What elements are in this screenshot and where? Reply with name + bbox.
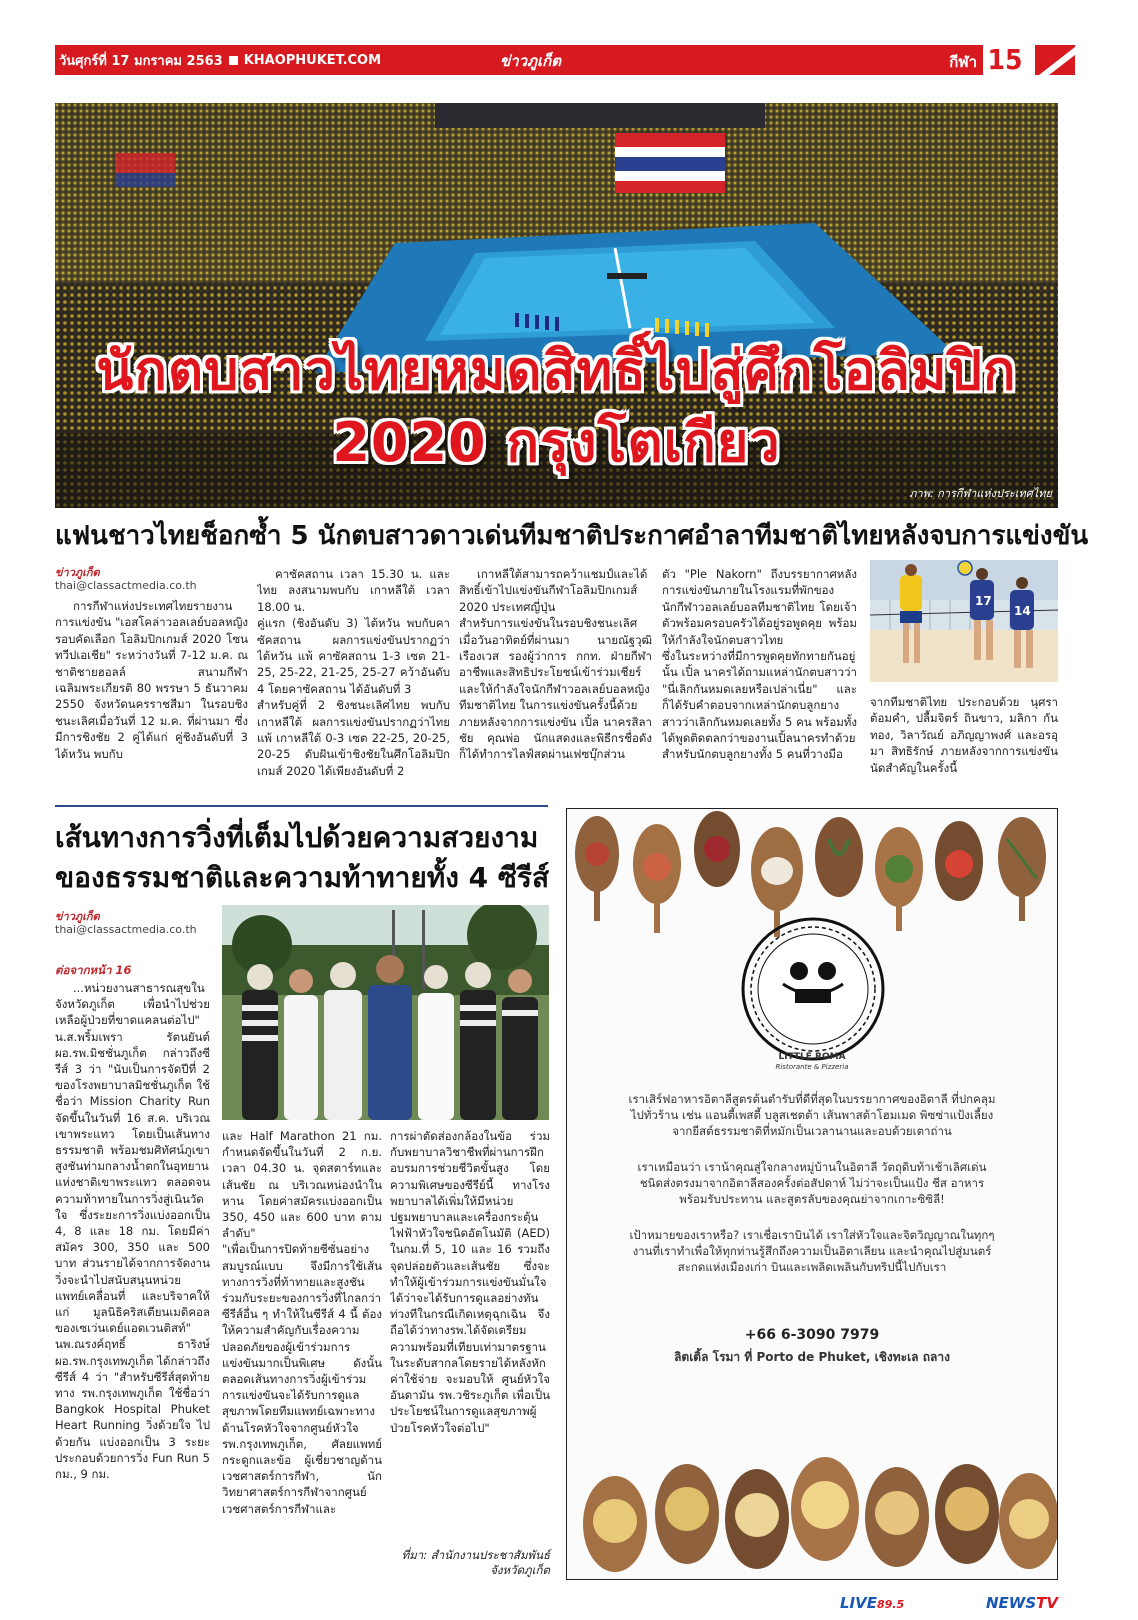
ad-paragraph-1: เราเสิร์ฟอาหารอิตาลีสูตรต้นตำรับที่ดีที่สุดในบรรยากาศของอิตาลี ที่ปกคลุมไปทั่วร้าน เช่น แอนตี้เพสตี้ บลูสเชตต้า เส้นพาสต้าโฮมเมด พิซซ่าแป้งเลี้ยงจากยีสต์ธรรมชาติที่หมักเป็นเวลานานและอบด้วยเตาถ่าน xyxy=(628,1092,996,1138)
news-label: NEWS xyxy=(986,1594,1037,1612)
story1-col4-text: ตัว "Ple Nakorn" ถึงบรรยากาศหลังการแข่งขันภายในโรงแรมที่พักของนักกีฬาวอลเลย์บอลทีมชาติไทย โดยเจ้าตัวพร้อมครอบครัวได้อยู่รอพูดคุย พร้อมให้กำลังใจนักตบสาวไทย ซึ่งในระหว่างที่มีการพูดคุยทักทายกันอยู่นั้น เปิ้ล นาครได้ถามแหล่านักตบสาวว่า "นี่เลิกกันหมดเลยหรือเปล่าเนี่ย" และก็ได้รับคำตอบจากเหล่านักตบลูกยางสาวว่าเลิกกันหมดเลยทั้ง 5 คน พร้อมทั้งได้พูดติดตลกว่าของานเปิ้ลนาครทำด้วย สำหรับนักตบลูกยางทั้ง 5 คนที่วางมือ xyxy=(662,567,857,762)
story1-col3-text: เกาหลีใต้สามารถคว้าแชมป์และได้สิทธิ์เข้าไปแข่งขันกีฬาโอลิมปิกเกมส์ 2020 ประเทศญี่ปุ่น สำหรับการแข่งขันในรอบชิงชนะเลิศเมื่อวันอาทิตย์ที่ผ่านมา นายณัฐวุฒิ เรืองเวส รองผู้ว่าการ กกท. ฝ่ายกีฬาอาชีพและสิทธิประโยชน์เข้าร่วมเชียร์และให้กำลังใจนักกีฬาวอลเลย์บอลหญิงทีมชาติไทย ในการแข่งขันครั้งนี้ด้วย ภายหลังจากการแข่งขัน เปิ้ล นาครสิลาชัย คุณพ่อ นักแสดงและพิธีกรชื่อดัง ก็ได้ทำการไลฟ์สดผ่านเฟซบุ๊กส่วน xyxy=(459,567,652,762)
story2-column-2 xyxy=(222,1128,382,1583)
corner-arrow-icon xyxy=(1035,45,1075,75)
story2-headline[interactable] xyxy=(55,818,555,898)
byline-name: ข่าวภูเก็ต xyxy=(55,910,100,923)
hero-headline xyxy=(55,335,1058,479)
story1-column-5 xyxy=(870,694,1058,790)
runners-group-photo xyxy=(222,905,549,1120)
source-line2: จังหวัดภูเก็ต xyxy=(490,1563,550,1577)
news-tv-logo[interactable] xyxy=(986,1594,1058,1612)
svg-text:17: 17 xyxy=(975,594,992,608)
photo-credit: ภาพ: การกีฬาแห่งประเทศไทย xyxy=(909,487,1052,500)
ad-address: ลิตเติ้ล โรมา ที่ Porto de Phuket, เชิงทะเล ถลาง xyxy=(674,1350,950,1364)
little-roma-logo xyxy=(743,919,883,1059)
story2-column-1 xyxy=(55,980,210,1582)
source-line1: ที่มา: สำนักงานประชาสัมพันธ์ xyxy=(401,1548,550,1562)
story2-source xyxy=(380,1548,550,1578)
hero-photo-arena xyxy=(55,103,1058,508)
ad-paragraph-3: เป้าหมายของเราหรือ? เราเชื่อเราบินได้ เราใส่หัวใจและจิตวิญญาณในทุกๆงานที่เราทำเพื่อให้ทุกท่านรู้สึกถึงความเป็นอิตาเลียน และนำคุณไปสู่มนตร์สะกดแห่งเมืองเก่า บินและเพลิดเพลินกับทริปนี้ไปกับเรา xyxy=(629,1228,995,1274)
ad-paragraph-2: เราเหมือนว่า เราน้าคุณสู่ใจกลางหมู่บ้านในอิตาลี วัตถุดิบท้าเช้าเลิศเด่นชนิดส่งตรงมาจากอิตาลีสองครั้งต่อสัปดาห์ ไม่ว่าจะเป็นแป้ง ชีส อาหารพร้อมรับประทาน และสูตรลับของคุณย่าจากเกาะซิซิลี! xyxy=(637,1160,987,1206)
story2-col3-text: การผ่าตัดส่องกล้องในข้อ ร่วมกับพยาบาลวิชาชีพที่ผ่านการฝึกอบรมการช่วยชีวิตขั้นสูง โดยความพิเศษของซีรีย์นี้ ทางโรงพยาบาลได้เพิ่มให้มีหน่วยปฐมพยาบาลและเครื่องกระตุ้นไฟฟ้าหัวใจชนิดอัตโนมัติ (AED) ในกม.ที่ 5, 10 และ 16 รวมถึงจุดปล่อยตัวและเส้นชัย ซึ่งจะทำให้ผู้เข้าร่วมการแข่งขันมั่นใจได้ว่าจะได้รับการดูแลอย่างทันท่วงทีในกรณีเกิดเหตุฉุกเฉิน จึงถือได้ว่าทางรพ.ได้จัดเตรียมความพร้อมที่เทียบเท่ามาตรฐานในระดับสากลโดยรายได้หลังหักค่าใช้จ่าย จะมอบให้ ศูนย์หัวใจอันดามัน รพ.วชิระภูเก็ต เพื่อเป็นประโยชน์ในการดูแลสุขภาพผู้ป่วยโรคหัวใจต่อไป" xyxy=(390,1129,550,1435)
separator-square-icon xyxy=(229,56,238,65)
section-name: กีฬา xyxy=(949,53,977,71)
story2-byline xyxy=(55,910,197,936)
live-frequency: 89.5 xyxy=(877,1598,905,1611)
byline-email[interactable]: thai@classactmedia.co.th xyxy=(55,579,197,592)
continued-from: ต่อจากหน้า 16 xyxy=(55,963,132,977)
story1-col5-text: จากทีมชาติไทย ประกอบด้วย นุศรา ต้อมคำ, ปลื้มจิตร์ ถินขาว, มลิกา กันทอง, วิลาวัณย์ อภิญญาพงศ์ และอรอุมา สิทธิรักษ์ ภายหลังจากการแข่งขันนัดสำคัญในครั้งนี้ xyxy=(870,695,1058,775)
story1-col1-text: การกีฬาแห่งประเทศไทยรายงานการแข่งขัน "เอสโคล่าวอลเลย์บอลหญิงรอบคัดเลือก โอลิมปิกเกมส์ 2020 โซนทวีปเอเชีย" ระหว่างวันที่ 7-12 ม.ค. ณ ชาติชายฮอลล์ สนามกีฬาเฉลิมพระเกียรติ 80 พรรษา 5 ธันวาคม 2550 จังหวัดนครราชสีมา ในรอบชิงชนะเลิศเมื่อวันที่ 12 ม.ค. ที่ผ่านมา ซึ่งมีการชิงชัย 2 คู่ได้แก่ คู่ชิงอันดับที่ 3 ได้หวัน พบกับ xyxy=(55,599,248,761)
ad-brand-sub: Ristorante & Pizzeria xyxy=(775,1063,849,1071)
story1-col2-text: คาซัคสถาน เวลา 15.30 น. และไทย ลงสนามพบกับ เกาหลีใต้ เวลา 18.00 น. คู่แรก (ชิงอันดับ 3) ไต้หวัน พบกับคาซัคสถาน ผลการแข่งขันปรากฏว่าไต้หวัน แพ้ คาซัคสถาน 1-3 เซต 21-25, 25-22, 21-25, 25-27 คว้าอันดับ 4 โดยคาซัคสถาน ได้อันดับที่ 3 สำหรับคู่ที่ 2 ชิงชนะเลิศไทย พบกับ เกาหลีใต้ ผลการแข่งขันปรากฏว่าไทย แพ้ เกาหลีใต้ 0-3 เซต 22-25, 20-25, 20-25 ดับฝันเข้าชิงชัยในศึกโอลิมปิกเกมส์ 2020 ได้เพียงอันดับที่ 2 xyxy=(257,567,450,778)
footer-logos xyxy=(840,1592,1058,1614)
volleyball-action-photo xyxy=(870,560,1058,682)
story2-col1-text: ...หน่วยงานสาธารณสุขในจังหวัดภูเก็ต เพื่อนำไปช่วยเหลือผู้ป่วยที่ขาดแคลนต่อไป" น.ส.พริ้มเพรา รัตนยันต์ ผอ.รพ.มิชชั่นภูเก็ต กล่าวถึงซีรีส์ 3 ว่า "นับเป็นการจัดปีที่ 2 ของโรงพยาบาลมิชชั่นภูเก็ต ใช้ชื่อว่า Mission Charity Run จัดขึ้นในวันที่ 16 ส.ค. บริเวณเขาพระแทว โดยเป็นเส้นทางธรรมชาติ พร้อมชมศิทัศน์ภูเขาสูงชันท่ามกลางน้ำตกในอุทยานแห่งชาติเขาพระแทว ตลอดจนความท้าทายในการวิ่งสู่เนินวัดใจ ซึ่งระยะการวิ่งแบ่งออกเป็น 4, 8 และ 18 กม. โดยมีค่าสมัคร 300, 350 และ 500 บาท ส่วนรายได้จากการจัดงานวิ่งจะนำไปสนับสนุนหน่วยแพทย์เคลื่อนที่ และบริจาคให้แก่ มูลนิธิคริสเตียนเมดิคอล ของเซเว่นเดย์แอดเวนติสท์" นพ.ณรงค์ฤทธิ์ ธาริงษ์ ผอ.รพ.กรุงเทพภูเก็ต ได้กล่าวถึงซีรีส์ 4 ว่า "สำหรับซีรีส์สุดท้ายทาง รพ.กรุงเทพภูเก็ต ใช้ชื่อว่า Bangkok Hospital Phuket Heart Running วิ่งด้วยใจ ไปด้วยกัน แบ่งออกเป็น 3 ระยะ ประกอบด้วยการวิ่ง Fun Run 5 กม., 9 กม. xyxy=(55,981,210,1482)
hero-headline-line2: 2020 กรุงโตเกียว xyxy=(332,411,781,474)
story2-headline-line1: เส้นทางการวิ่งที่เต็มไปด้วยความสวยงาม xyxy=(55,821,539,854)
story2-headline-line2: ของธรรมชาติและความท้าทายทั้ง 4 ซีรีส์ xyxy=(55,861,550,894)
tv-label: TV xyxy=(1036,1594,1058,1612)
site-url[interactable]: KHAOPHUKET.COM xyxy=(243,52,382,68)
story1-column-2 xyxy=(257,566,450,790)
story1-headline[interactable]: แฟนชาวไทยช็อกซ้ำ 5 นักตบสาวดาวเด่นทีมชาติประกาศอำลาทีมชาติไทยหลังจบการแข่งขัน xyxy=(55,521,1089,551)
byline-name: ข่าวภูเก็ต xyxy=(55,566,100,579)
story1-column-1 xyxy=(55,598,248,790)
story1-column-4 xyxy=(662,566,857,790)
byline-email[interactable]: thai@classactmedia.co.th xyxy=(55,923,197,936)
story1-byline xyxy=(55,566,197,592)
restaurant-advertisement[interactable] xyxy=(566,808,1058,1580)
spoons-bottom xyxy=(583,1457,1058,1572)
newspaper-logo: ข่าวภูเก็ต xyxy=(500,52,561,70)
story1-column-3 xyxy=(459,566,652,790)
ad-phone-number[interactable]: +66 6-3090 7979 xyxy=(744,1327,880,1343)
story2-column-3 xyxy=(390,1128,550,1580)
live-radio-logo[interactable] xyxy=(840,1594,904,1612)
svg-text:14: 14 xyxy=(1014,604,1031,618)
hero-headline-line1: นักตบสาวไทยหมดสิทธิ์ไปสู่ศึกโอลิมปิก xyxy=(96,339,1017,402)
page-number: 15 xyxy=(983,43,1027,77)
issue-date: วันศุกร์ที่ 17 มกราคม 2563 xyxy=(59,53,223,69)
live-label: LIVE xyxy=(840,1594,877,1612)
section-divider xyxy=(55,805,548,807)
story2-col2-text: และ Half Marathon 21 กม. กำหนดจัดขึ้นในวันที่ 2 ก.ย. เวลา 04.30 น. จุดสตาร์ทและเส้นชัย ณ บริเวณหน่องนำในหาน โดยค่าสมัครแบ่งออกเป็น 350, 450 และ 600 บาท ตามลำดับ" "เพื่อเป็นการปิดท้ายซีซั่นอย่างสมบูรณ์แบบ จึงมีการใช้เส้นทางการวิ่งที่ท้าทายและสูงชันร่วมกับระยะของการวิ่งที่ไกลกว่าซีรีส์อื่น ๆ ทำให้ในซีรีส์ 4 นี้ ต้องให้ความสำคัญกับเรื่องความปลอดภัยของผู้เข้าร่วมการแข่งขันมากเป็นพิเศษ ดังนั้นตลอดเส้นทางการวิ่งผู้เข้าร่วมการแข่งขันจะได้รับการดูแลสุขภาพโดยทีมแพทย์เฉพาะทางด้านโรคหัวใจจากศูนย์หัวใจรพ.กรุงเทพภูเก็ต, ศัลยแพทย์กระดูกและข้อ ผู้เชี่ยวชาญด้านเวชศาสตร์การกีฬา, นักวิทยาศาสตร์การกีฬาจากศูนย์เวชศาสตร์การกีฬาและ xyxy=(222,1129,382,1516)
ad-brand-name: LITTLE ROMA xyxy=(778,1052,846,1062)
masthead-bar xyxy=(55,45,1027,75)
